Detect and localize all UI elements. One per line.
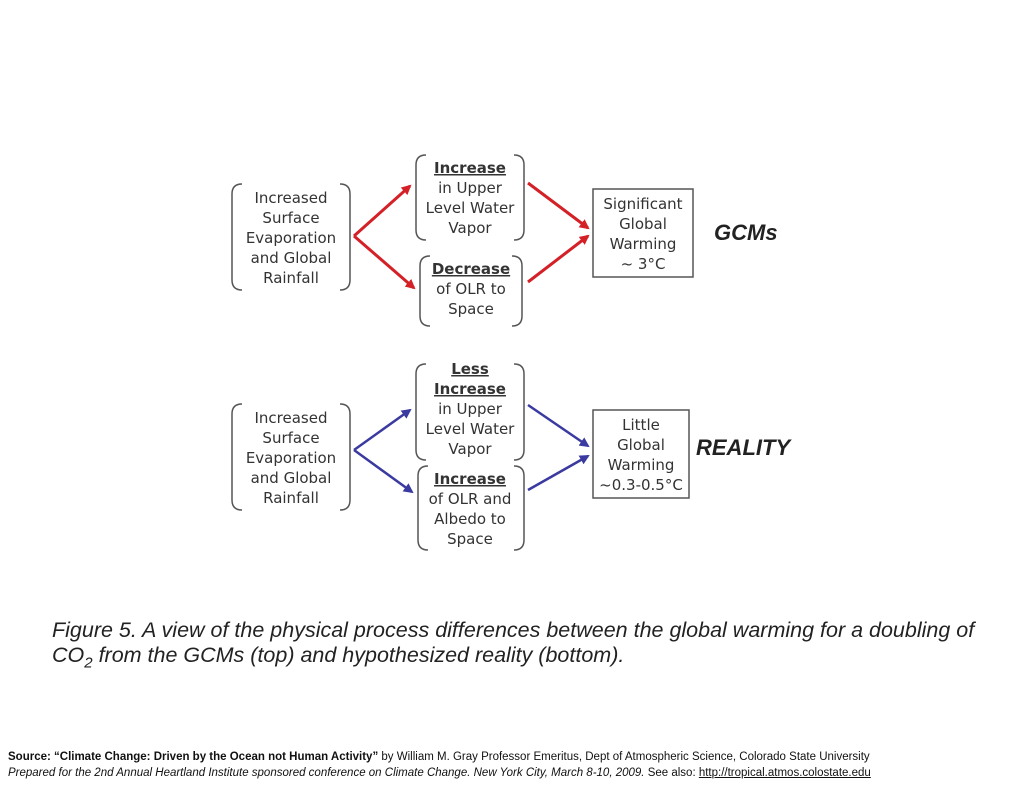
reality-lower-line-1: of OLR and [428, 490, 512, 508]
gcm-arrow-upper-to-result [528, 183, 588, 228]
gcm-label: GCMs [714, 220, 778, 245]
gcm-source-line-4: and Global [250, 249, 332, 267]
reality-source-line-3: Evaporation [245, 449, 337, 467]
reality-row [232, 360, 792, 550]
gcm-result-line-1: Significant [603, 195, 683, 213]
gcm-arrow-source-to-upper [354, 186, 410, 236]
source-line-2 [8, 765, 1018, 781]
gcm-source-line-2: Surface [262, 209, 320, 227]
caption-line-2-rest: from the GCMs (top) and hypothesized reality (bottom). [92, 643, 625, 667]
gcm-arrow-lower-to-result [528, 236, 588, 282]
reality-source-line-5: Rainfall [263, 489, 319, 507]
gcm-source-line-1: Increased [254, 189, 328, 207]
reality-result-line-3: Warming [607, 456, 675, 474]
reality-result-line-2: Global [617, 436, 665, 454]
figure-caption [52, 618, 1012, 675]
reality-upper-emph-1: Less [451, 360, 489, 378]
source-author: by William M. Gray Professor Emeritus, Dept of Atmospheric Science, Colorado State University [378, 751, 870, 763]
caption-line-2 [52, 643, 1012, 675]
caption-line-1: Figure 5. A view of the physical process differences between the global warming for a doubling of [52, 618, 975, 642]
reality-result-line-1: Little [622, 416, 660, 434]
gcm-upper-line-3: Vapor [448, 219, 492, 237]
gcm-source-line-3: Evaporation [245, 229, 337, 247]
source-link[interactable]: http://tropical.atmos.colostate.edu [698, 767, 871, 779]
reality-arrow-source-to-lower [354, 450, 412, 492]
reality-source-line-1: Increased [254, 409, 328, 427]
reality-result-line-4: ~0.3-0.5°C [599, 476, 683, 494]
reality-upper-line-1: in Upper [438, 400, 502, 418]
gcm-upper-line-1: in Upper [438, 179, 502, 197]
caption-subscript: 2 [84, 654, 93, 672]
gcm-row [232, 155, 778, 326]
gcm-arrow-source-to-lower [354, 236, 414, 288]
reality-upper-line-2: Level Water [425, 420, 515, 438]
reality-arrow-lower-to-result [528, 456, 588, 490]
reality-upper-emph-2: Increase [434, 380, 506, 398]
source-prepared: Prepared for the 2nd Annual Heartland Institute sponsored conference on Climate Change. New York City, March 8-10, 2009. [8, 767, 645, 779]
gcm-lower-line-2: Space [448, 300, 494, 318]
source-line-1 [8, 749, 1018, 765]
gcm-upper-line-2: Level Water [425, 199, 515, 217]
reality-source-line-2: Surface [262, 429, 320, 447]
gcm-upper-emph: Increase [434, 159, 506, 177]
source-note [8, 749, 1018, 781]
reality-lower-emph: Increase [434, 470, 506, 488]
source-label: Source: “Climate Change: Driven by the Ocean not Human Activity” [8, 751, 379, 763]
gcm-lower-line-1: of OLR to [436, 280, 506, 298]
reality-label: REALITY [696, 435, 791, 460]
reality-arrow-upper-to-result [528, 405, 588, 446]
reality-arrow-source-to-upper [354, 410, 410, 450]
gcm-source-line-5: Rainfall [263, 269, 319, 287]
source-see-also: See also: [644, 767, 699, 779]
reality-source-line-4: and Global [250, 469, 332, 487]
reality-upper-line-3: Vapor [448, 440, 492, 458]
gcm-result-line-4: ~ 3°C [620, 255, 666, 273]
gcm-result-line-3: Warming [609, 235, 677, 253]
caption-co: CO [52, 643, 85, 667]
gcm-lower-emph: Decrease [431, 260, 511, 278]
gcm-result-line-2: Global [619, 215, 667, 233]
reality-lower-line-2: Albedo to [434, 510, 506, 528]
reality-lower-line-3: Space [447, 530, 493, 548]
